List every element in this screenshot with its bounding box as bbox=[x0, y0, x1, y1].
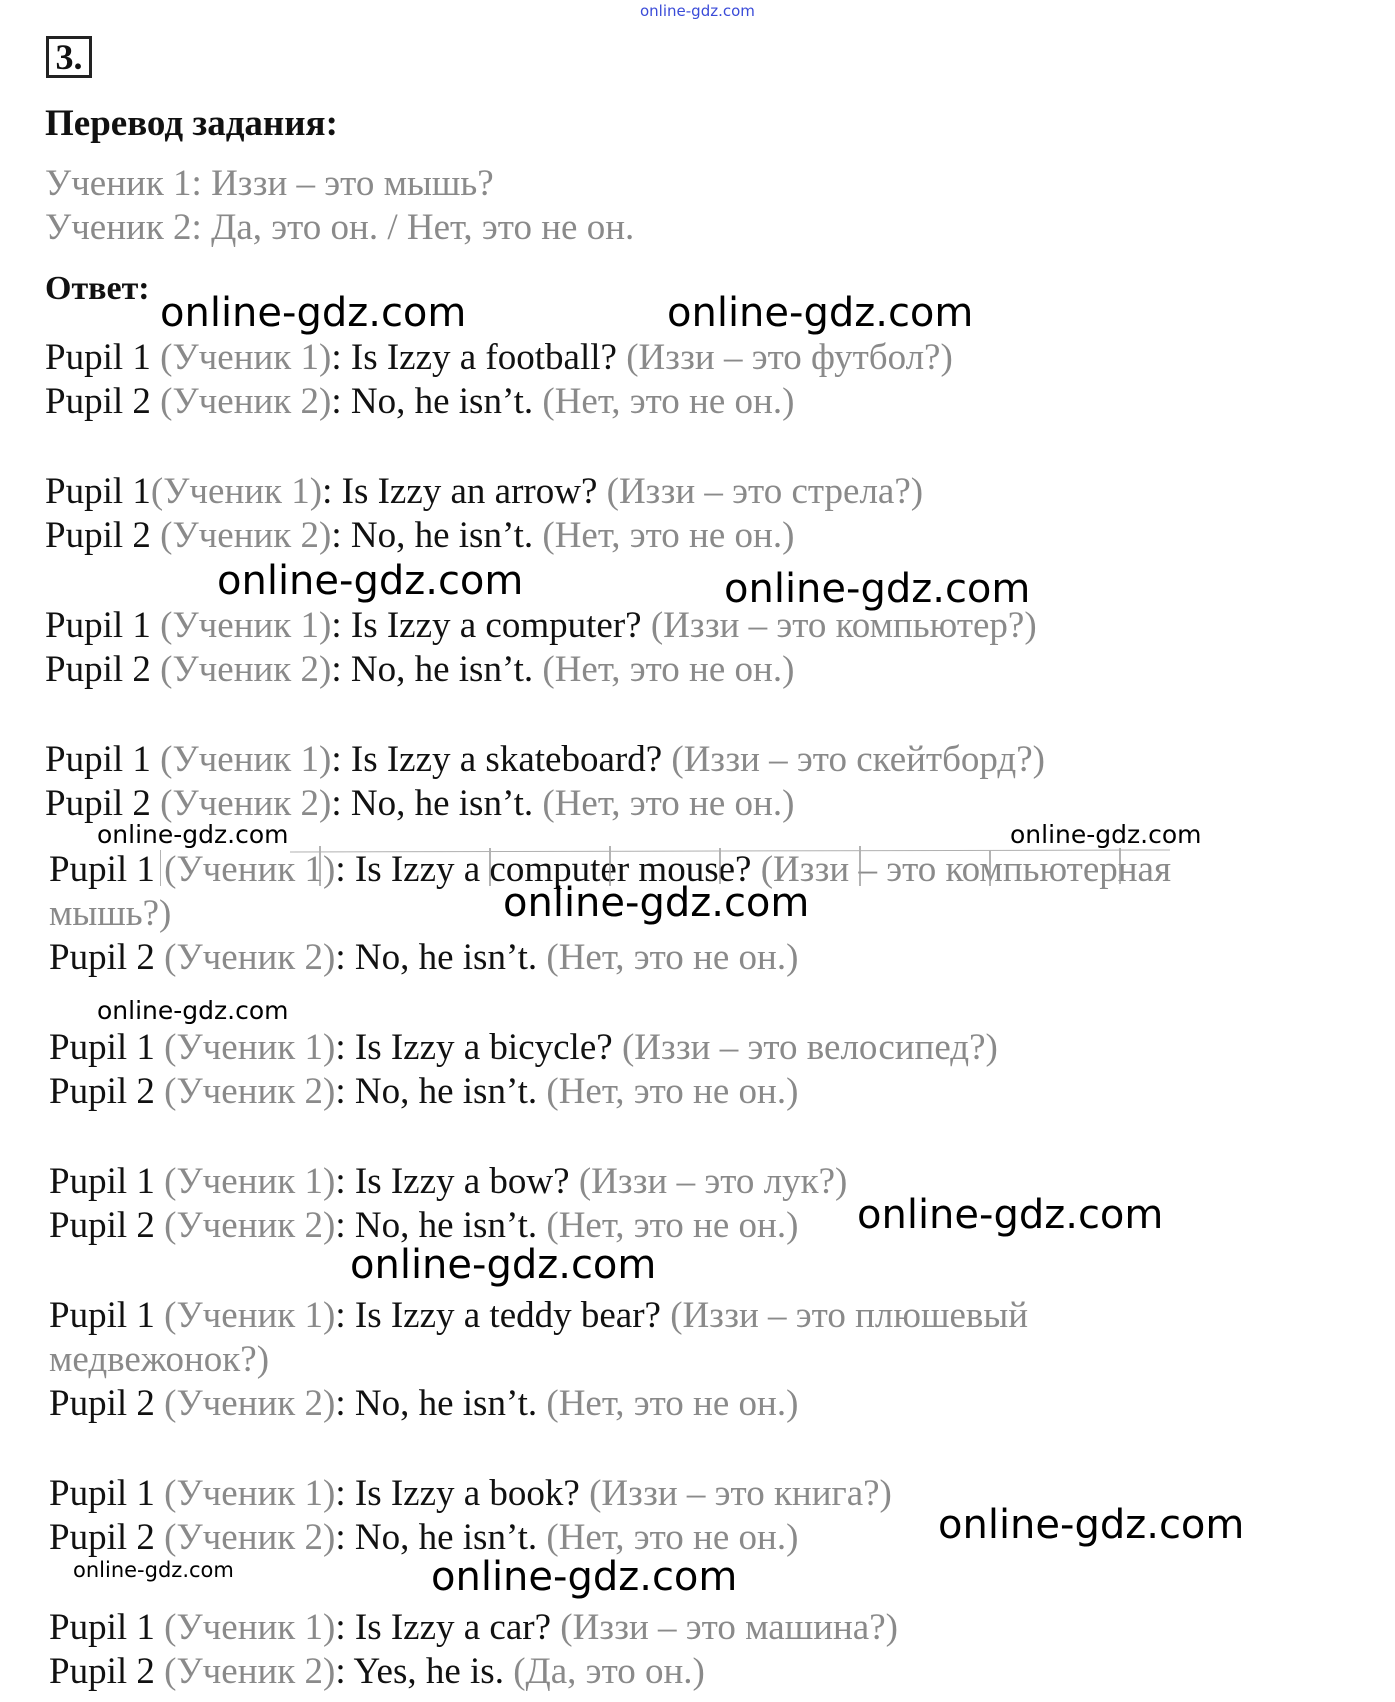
speaker-label-ru: (Ученик 1) bbox=[164, 1607, 336, 1648]
speaker-label-ru: (Ученик 1) bbox=[164, 1473, 336, 1514]
dialogue-line bbox=[45, 336, 953, 379]
phrase-ru: мышь?) bbox=[49, 893, 172, 934]
phrase-ru: (Нет, это не он.) bbox=[542, 649, 795, 690]
speaker-label: Pupil 1 bbox=[49, 1161, 165, 1202]
watermark-top: online-gdz.com bbox=[640, 2, 755, 20]
speaker-label: Pupil 2 bbox=[49, 1071, 165, 1112]
phrase-en: : Is Izzy a football? bbox=[331, 337, 627, 378]
dialogue-line bbox=[49, 1160, 847, 1203]
watermark: online-gdz.com bbox=[857, 1192, 1164, 1238]
phrase-en: : No, he isn’t. bbox=[335, 1517, 547, 1558]
dialogue-line bbox=[49, 1026, 998, 1069]
dialogue-line bbox=[49, 1472, 892, 1515]
phrase-ru: (Нет, это не он.) bbox=[546, 1205, 799, 1246]
phrase-ru: (Иззи – это плюшевый bbox=[670, 1295, 1029, 1336]
dialogue-line bbox=[49, 1338, 269, 1381]
speaker-label-ru: (Ученик 1) bbox=[164, 1295, 336, 1336]
watermark: online-gdz.com bbox=[350, 1242, 657, 1288]
phrase-en: : No, he isn’t. bbox=[335, 937, 547, 978]
speaker-label-ru: (Ученик 1) bbox=[164, 1161, 336, 1202]
dialogue-line bbox=[45, 738, 1045, 781]
speaker-label: Pupil 2 bbox=[49, 1383, 165, 1424]
phrase-en: : Is Izzy a bow? bbox=[335, 1161, 579, 1202]
phrase-ru: (Иззи – это велосипед?) bbox=[621, 1027, 998, 1068]
translation-heading: Перевод задания: bbox=[45, 103, 338, 144]
watermark: online-gdz.com bbox=[431, 1554, 738, 1600]
phrase-ru: (Нет, это не он.) bbox=[546, 937, 799, 978]
phrase-en: : Is Izzy a computer? bbox=[331, 605, 651, 646]
speaker-label-ru: (Ученик 2) bbox=[164, 1383, 336, 1424]
speaker-label: Pupil 2 bbox=[49, 1205, 165, 1246]
speaker-label-ru: (Ученик 1) bbox=[164, 849, 336, 890]
phrase-ru: (Нет, это не он.) bbox=[542, 783, 795, 824]
phrase-ru: (Да, это он.) bbox=[513, 1651, 705, 1692]
speaker-label-ru: (Ученик 2) bbox=[164, 937, 336, 978]
speaker-label-ru: (Ученик 1) bbox=[160, 337, 332, 378]
phrase-en: : Is Izzy a car? bbox=[335, 1607, 561, 1648]
speaker-label: Pupil 2 bbox=[49, 1651, 165, 1692]
speaker-label: Pupil 2 bbox=[49, 1517, 165, 1558]
dialogue-line bbox=[49, 1070, 798, 1113]
phrase-en: : No, he isn’t. bbox=[335, 1383, 547, 1424]
dialogue-line bbox=[45, 514, 794, 557]
speaker-label-ru: (Ученик 1) bbox=[160, 739, 332, 780]
dialogue-line bbox=[49, 1382, 798, 1425]
phrase-en: : Is Izzy a teddy bear? bbox=[335, 1295, 671, 1336]
phrase-en: : Is Izzy a skateboard? bbox=[331, 739, 672, 780]
speaker-label-ru: (Ученик 1) bbox=[160, 605, 332, 646]
speaker-label-ru: (Ученик 2) bbox=[160, 515, 332, 556]
answer-heading: Ответ: bbox=[45, 270, 150, 307]
watermark: online-gdz.com bbox=[97, 996, 289, 1025]
speaker-label: Pupil 1 bbox=[49, 1473, 165, 1514]
dialogue-line bbox=[49, 1204, 798, 1247]
dialogue-line bbox=[45, 782, 794, 825]
phrase-en: : Is Izzy a computer mouse? bbox=[335, 849, 761, 890]
phrase-en: : No, he isn’t. bbox=[335, 1205, 547, 1246]
phrase-ru: (Иззи – это скейтборд?) bbox=[671, 739, 1045, 780]
translation-line-1: Ученик 1: Иззи – это мышь? bbox=[45, 163, 494, 204]
dialogue-line bbox=[49, 936, 798, 979]
phrase-ru: (Нет, это не он.) bbox=[542, 381, 795, 422]
dialogue-line bbox=[49, 1606, 898, 1649]
speaker-label-ru: (Ученик 2) bbox=[160, 783, 332, 824]
phrase-ru: (Нет, это не он.) bbox=[546, 1383, 799, 1424]
dialogue-line bbox=[49, 1294, 1028, 1337]
speaker-label: Pupil 1 bbox=[45, 739, 161, 780]
watermark: online-gdz.com bbox=[938, 1502, 1245, 1548]
speaker-label: Pupil 1 bbox=[45, 605, 161, 646]
dialogue-line bbox=[45, 648, 794, 691]
speaker-label: Pupil 1 bbox=[45, 337, 161, 378]
phrase-ru: (Иззи – это компьютер?) bbox=[650, 605, 1037, 646]
phrase-en: : Yes, he is. bbox=[335, 1651, 514, 1692]
watermark: online-gdz.com bbox=[503, 880, 810, 926]
speaker-label: Pupil 2 bbox=[49, 937, 165, 978]
watermark: online-gdz.com bbox=[160, 290, 467, 336]
phrase-ru: (Иззи – это стрела?) bbox=[606, 471, 924, 512]
phrase-ru: (Нет, это не он.) bbox=[546, 1517, 799, 1558]
speaker-label: Pupil 1 bbox=[49, 1027, 165, 1068]
dialogue-line bbox=[49, 1650, 705, 1693]
phrase-ru: (Иззи – это лук?) bbox=[578, 1161, 848, 1202]
phrase-en: : No, he isn’t. bbox=[335, 1071, 547, 1112]
watermark: online-gdz.com bbox=[667, 290, 974, 336]
speaker-label-ru: (Ученик 2) bbox=[164, 1205, 336, 1246]
speaker-label: Pupil 2 bbox=[45, 649, 161, 690]
watermark: online-gdz.com bbox=[73, 1558, 234, 1582]
speaker-label-ru: (Ученик 2) bbox=[160, 649, 332, 690]
speaker-label-ru: (Ученик 2) bbox=[164, 1651, 336, 1692]
watermark: online-gdz.com bbox=[97, 820, 289, 849]
phrase-en: : No, he isn’t. bbox=[331, 515, 543, 556]
speaker-label: Pupil 1 bbox=[49, 849, 165, 890]
phrase-en: : No, he isn’t. bbox=[331, 649, 543, 690]
phrase-ru: (Иззи – это футбол?) bbox=[626, 337, 953, 378]
speaker-label: Pupil 2 bbox=[45, 381, 161, 422]
translation-line-2: Ученик 2: Да, это он. / Нет, это не он. bbox=[45, 207, 635, 248]
task-number-box: 3. bbox=[46, 36, 92, 78]
speaker-label-ru: (Ученик 2) bbox=[164, 1517, 336, 1558]
phrase-ru: медвежонок?) bbox=[49, 1339, 270, 1380]
phrase-ru: (Нет, это не он.) bbox=[542, 515, 795, 556]
phrase-en: : Is Izzy an arrow? bbox=[322, 471, 607, 512]
phrase-en: : No, he isn’t. bbox=[331, 381, 543, 422]
speaker-label: Pupil 1 bbox=[49, 1295, 165, 1336]
speaker-label-ru: (Ученик 1) bbox=[164, 1027, 336, 1068]
phrase-ru: (Иззи – это машина?) bbox=[560, 1607, 898, 1648]
phrase-ru: (Иззи – это компьютерная bbox=[760, 849, 1171, 890]
watermark: online-gdz.com bbox=[724, 566, 1031, 612]
phrase-en: : Is Izzy a book? bbox=[335, 1473, 590, 1514]
speaker-label-ru: (Ученик 2) bbox=[164, 1071, 336, 1112]
phrase-en: : Is Izzy a bicycle? bbox=[335, 1027, 622, 1068]
speaker-label-ru: (Ученик 1) bbox=[150, 471, 323, 512]
speaker-label: Pupil 2 bbox=[45, 783, 161, 824]
phrase-ru: (Иззи – это книга?) bbox=[589, 1473, 892, 1514]
speaker-label-ru: (Ученик 2) bbox=[160, 381, 332, 422]
phrase-en: : No, he isn’t. bbox=[331, 783, 543, 824]
watermark: online-gdz.com bbox=[217, 558, 524, 604]
speaker-label: Pupil 2 bbox=[45, 515, 161, 556]
speaker-label: Pupil 1 bbox=[49, 1607, 165, 1648]
dialogue-line bbox=[49, 892, 171, 935]
speaker-label: Pupil 1 bbox=[45, 471, 151, 512]
watermark: online-gdz.com bbox=[1010, 820, 1202, 849]
dialogue-line bbox=[45, 380, 794, 423]
phrase-ru: (Нет, это не он.) bbox=[546, 1071, 799, 1112]
dialogue-line bbox=[45, 470, 923, 513]
dialogue-line bbox=[49, 1516, 798, 1559]
